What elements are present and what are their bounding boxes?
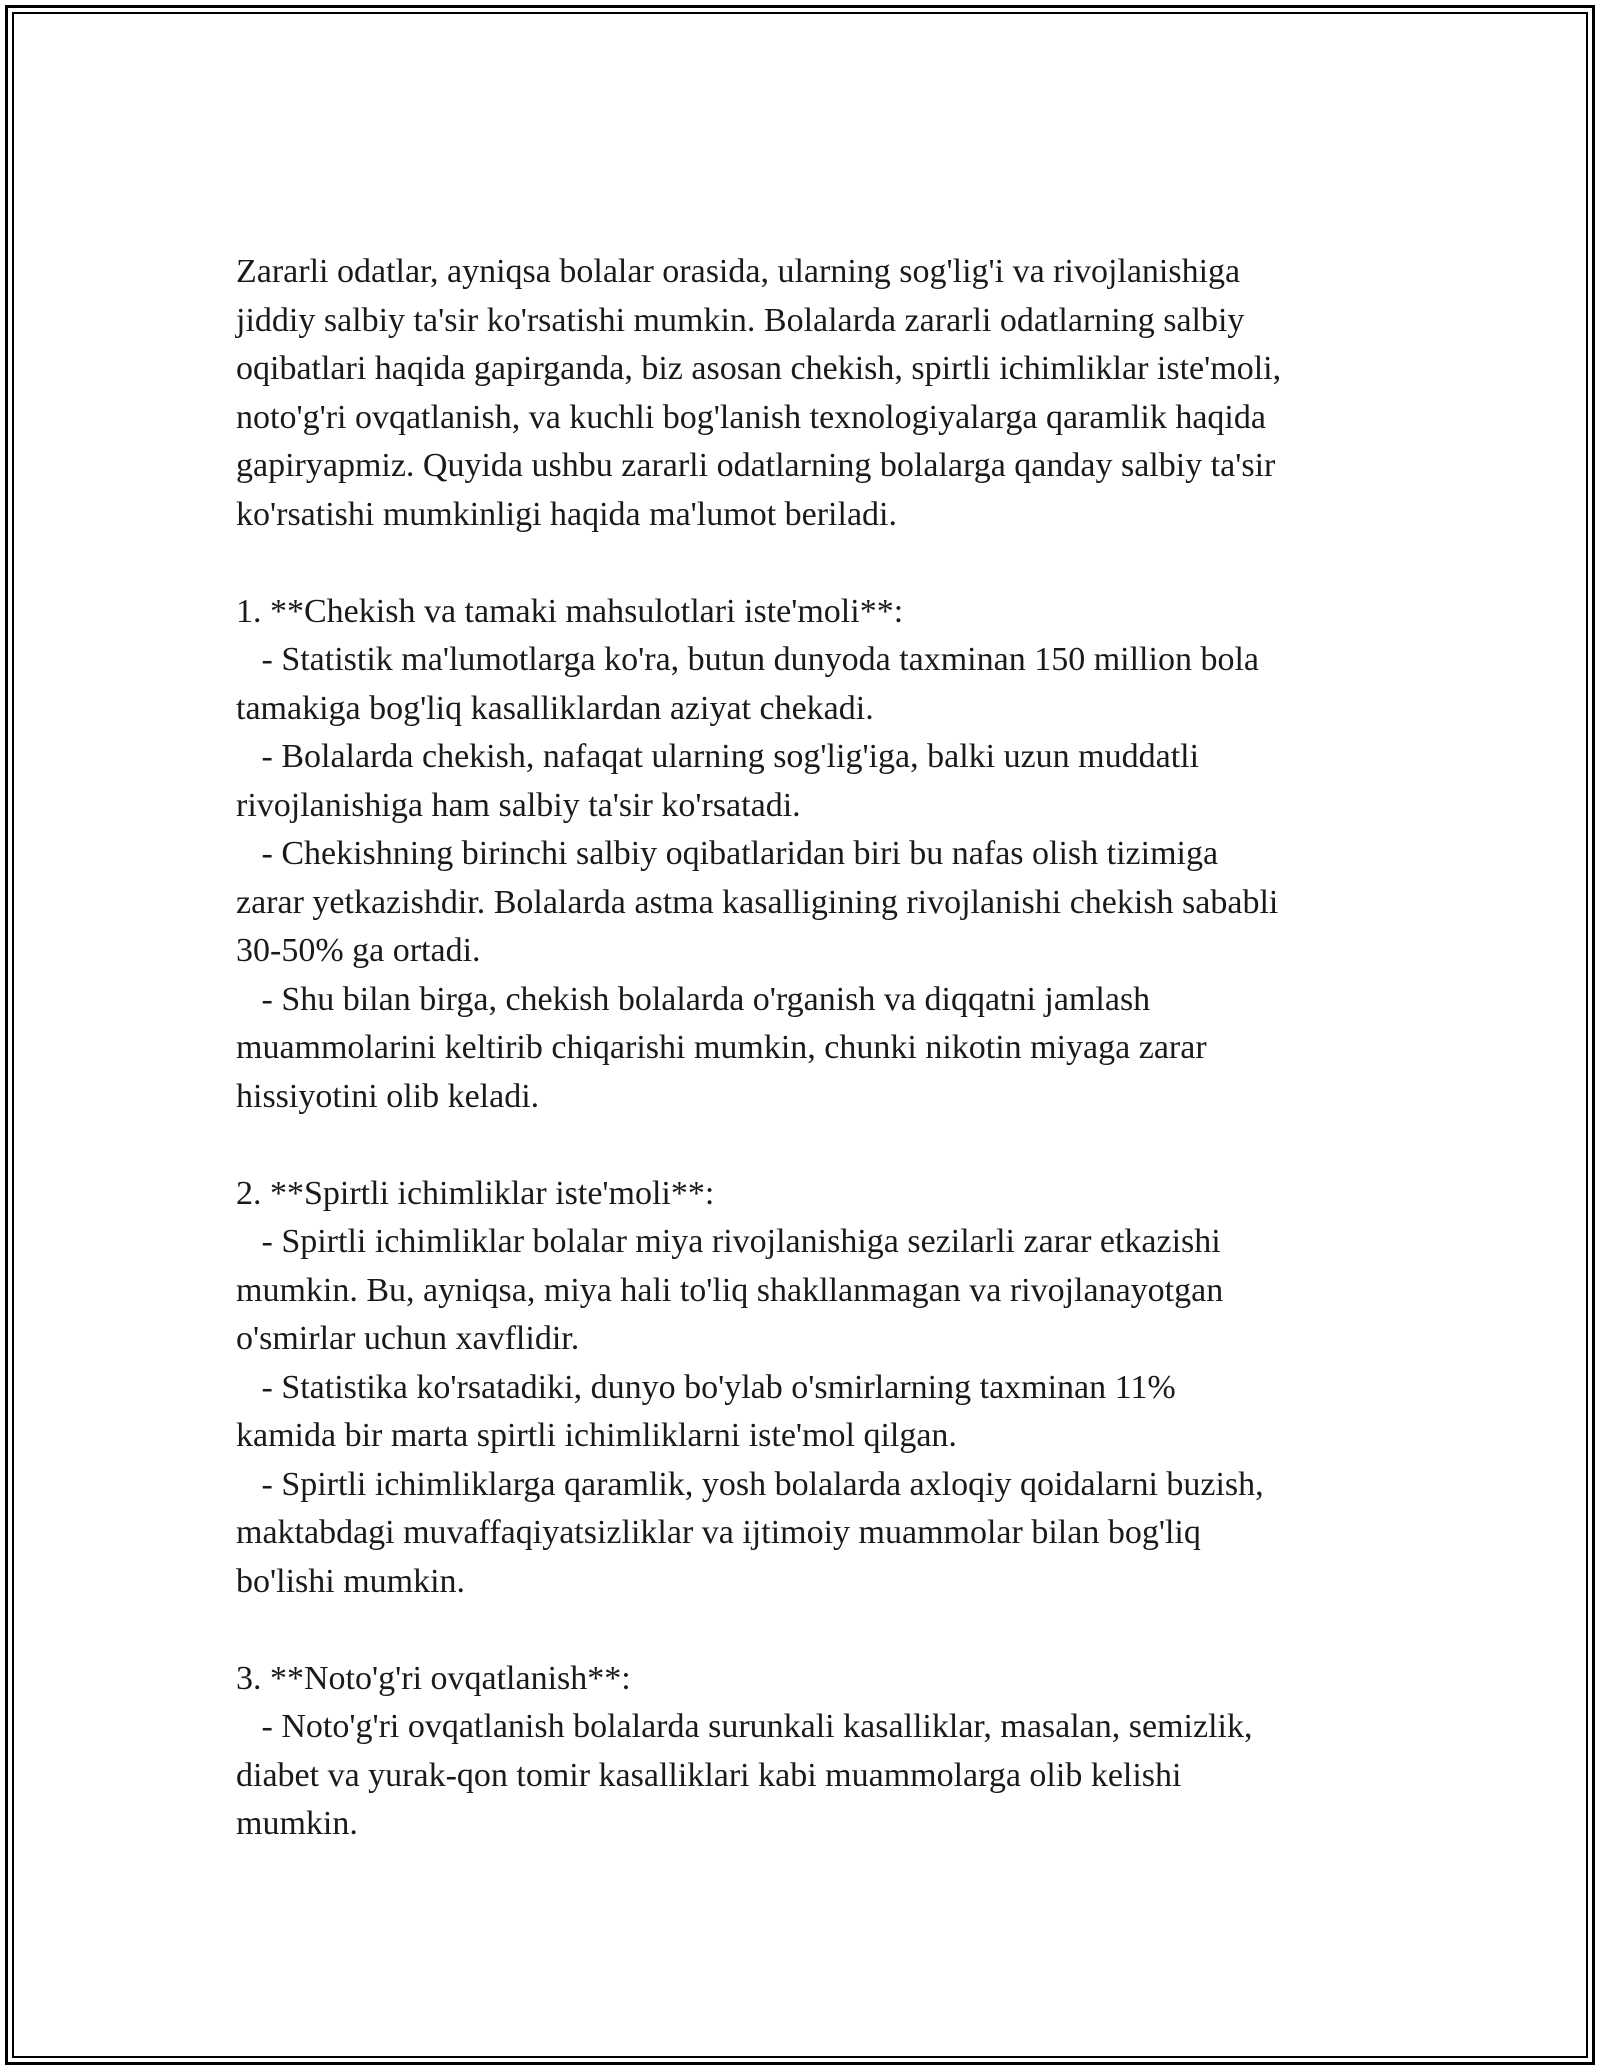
section-heading: 3. **Noto'g'ri ovqatlanish**: [236, 1659, 631, 1697]
section-line: hissiyotini olib keladi. [236, 1077, 540, 1115]
section-line: o'smirlar uchun xavflidir. [236, 1320, 580, 1357]
section-line: - Statistika ko'rsatadiki, dunyo bo'ylab o'smirlarning taxminan 11% [236, 1368, 1176, 1406]
section-line: mumkin. Bu, ayniqsa, miya hali to'liq shakllanmagan va rivojlanayotgan [236, 1271, 1224, 1309]
section-line: - Spirtli ichimliklar bolalar miya rivojlanishiga sezilarli zarar etkazishi [236, 1223, 1221, 1260]
section-line: - Bolalarda chekish, nafaqat ularning sog'lig'iga, balki uzun muddatli [236, 738, 1200, 775]
intro-line: Zararli odatlar, ayniqsa bolalar orasida, ularning sog'lig'i va rivojlanishiga [236, 253, 1241, 290]
section-line: - Shu bilan birga, chekish bolalarda o'rganish va diqqatni jamlash [236, 980, 1151, 1018]
intro-line: noto'g'ri ovqatlanish, va kuchli bog'lanish texnologiyalarga qaramlik haqida [236, 398, 1266, 436]
section-heading: 2. **Spirtli ichimliklar iste'moli**: [236, 1174, 715, 1212]
section-alcohol [236, 1170, 1376, 1607]
section-heading: 1. **Chekish va tamaki mahsulotlari iste'moli**: [236, 592, 904, 630]
paragraph-gap [236, 1606, 1376, 1655]
section-line: - Noto'g'ri ovqatlanish bolalarda surunkali kasalliklar, masalan, semizlik, [236, 1708, 1253, 1745]
section-nutrition [236, 1655, 1376, 1849]
section-line: - Statistik ma'lumotlarga ko'ra, butun dunyoda taxminan 150 million bola [236, 641, 1259, 678]
section-line: mumkin. [236, 1805, 358, 1842]
section-line: - Chekishning birinchi salbiy oqibatlaridan biri bu nafas olish tizimiga [236, 835, 1219, 872]
section-line: kamida bir marta spirtli ichimliklarni iste'mol qilgan. [236, 1417, 957, 1454]
section-line: muammolarini keltirib chiqarishi mumkin, chunki nikotin miyaga zarar [236, 1029, 1207, 1066]
intro-line: ko'rsatishi mumkinligi haqida ma'lumot beriladi. [236, 495, 897, 533]
section-line: 30-50% ga ortadi. [236, 932, 481, 969]
intro-line: gapiryapmiz. Quyida ushbu zararli odatlarning bolalarga qanday salbiy ta'sir [236, 447, 1276, 484]
section-smoking [236, 588, 1376, 1122]
paragraph-gap [236, 539, 1376, 588]
section-line: maktabdagi muvaffaqiyatsizliklar va ijtimoiy muammolar bilan bog'liq [236, 1514, 1201, 1551]
section-line: - Spirtli ichimliklarga qaramlik, yosh bolalarda axloqiy qoidalarni buzish, [236, 1465, 1264, 1503]
intro-paragraph [236, 248, 1376, 539]
section-line: tamakiga bog'liq kasalliklardan aziyat chekadi. [236, 689, 874, 727]
intro-line: oqibatlari haqida gapirganda, biz asosan chekish, spirtli ichimliklar iste'moli, [236, 350, 1282, 387]
paragraph-gap [236, 1121, 1376, 1170]
document-body [236, 248, 1376, 1849]
section-line: diabet va yurak-qon tomir kasalliklari kabi muammolarga olib kelishi [236, 1756, 1182, 1794]
section-line: zarar yetkazishdir. Bolalarda astma kasalligining rivojlanishi chekish sababli [236, 883, 1279, 921]
section-line: bo'lishi mumkin. [236, 1562, 466, 1600]
section-line: rivojlanishiga ham salbiy ta'sir ko'rsatadi. [236, 786, 801, 824]
intro-line: jiddiy salbiy ta'sir ko'rsatishi mumkin. Bolalarda zararli odatlarning salbiy [236, 301, 1245, 339]
